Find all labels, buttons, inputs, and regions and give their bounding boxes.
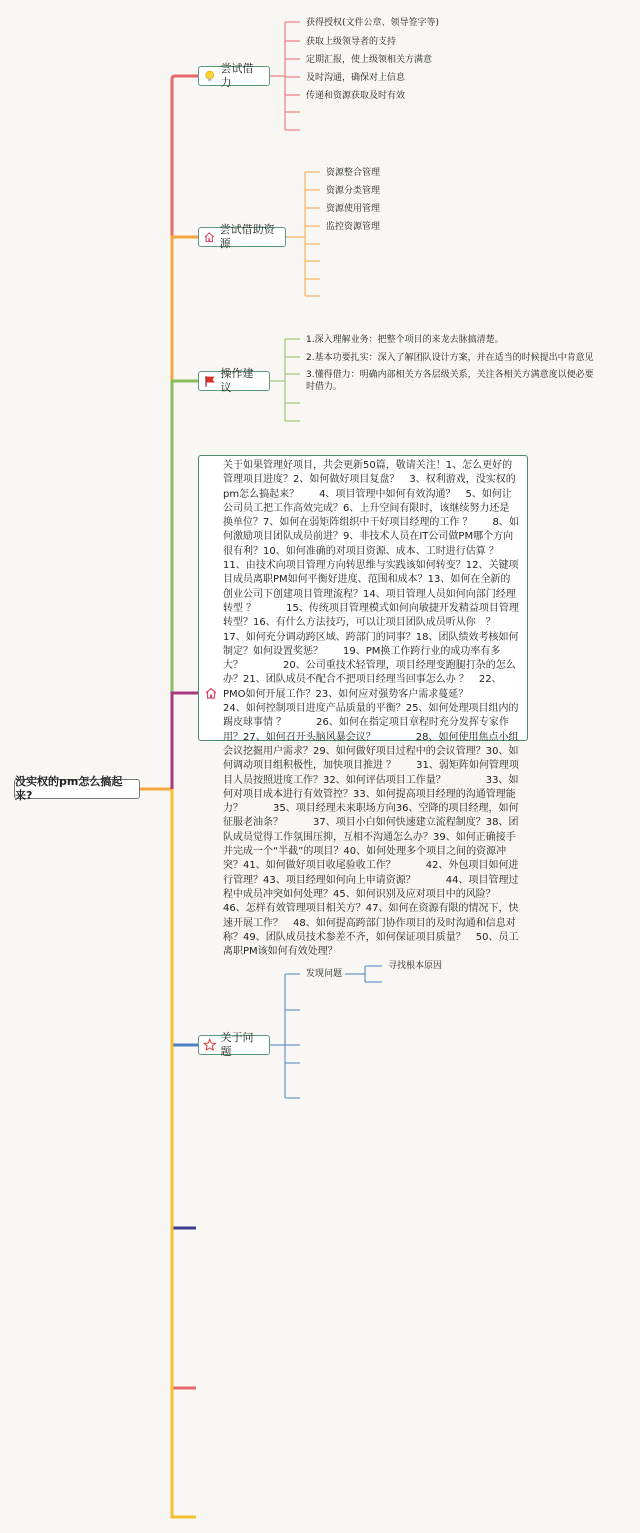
leaf-item: 资源使用管理 bbox=[326, 204, 381, 214]
note-text: 关于如果管理好项目，共会更新50篇，敬请关注！1、怎么更好的管理项目进度？2、如何做好项目复盘？ 3、权利游戏，没实权的pm怎么搞起来？ 4、项目管理中如何有效沟通？ 5、如何让公司员工把工作高效完成？6、上升空间有限时，该继续努力还是换单位？7、如何在弱矩阵组织中干好项目经理的工作 ？ 8、如何激励项目团队成员前进？9、非技术人员在IT公司做PM哪个方向很有利？10、如何准确的对项目资源、成本、工时进行估算 ？ 11、由技术向项目管理方向转思维与实践该如何转变？12、关键项目成员离职PM如何平衡好进度、范围和成本？13、如何在全新的创业公司下创建项目管理流程？14、项目管理人员如何向部门经理转型 ？ 15、传统项目管理模式如何向敏捷开发精益项目管理转型？16、有什么方法技巧，可以让项目团队成员听从你 ？ 17、如何充分调动跨区域、跨部门的同事？18、团队绩效考核如何制定？如何设置奖惩？ 19、PM换工作跨行业的成功率有多大？ 20、公司重技术轻管理，项目经理变跑腿打杂的怎么办？21、团队成员不配合不把项目经理当回事怎么办 ？ 22、PMO如何开展工作？23、如何应对强势客户需求蔓延？ 24、如何控制项目进度产品质量的平衡？25、如何处理项目组内的踢皮球事情 ？ 26、如何在指定项目章程时充分发挥专家作用？27、如何召开头脑风暴会议？ 28、如何使用焦点小组会议挖掘用户需求？29、如何做好项目过程中的会议管理？30、如何调动项目组积极性，加快项目推进 ？ 31、弱矩阵如何管理项目人员按照进度工作？32、如何评估项目工作量？ 33、如何对项目成本进行有效管控？33、如何提高项目经理的沟通管理能力？ 35、项目经理未来职场方向36、空降的项目经理，如何征服老油条？ 37、项目小白如何快速建立流程制度？38、团队成员觉得工作氛围压抑，互相不沟通怎么办？39、如何正确接手并完成一个“半截”的项目？40、如何处理多个项目之间的资源冲突？41、如何做好项目收尾验收工作？ 42、外包项目如何进行管理？43、项目经理如何向上申请资源？ 44、项目管理过程中成员冲突如何处理？45、如何识别及应对项目中的风险？ 46、怎样有效管理项目相关方？47、如何在资源有限的情况下，快速开展工作？ 48、如何提高跨部门协作项目的及时沟通和信息对称？49、团队成员技术参差不齐，如何保证项目质量？ 50、员工离职PM该如何有效处理？ bbox=[223, 460, 526, 958]
branch-borrow-resources[interactable] bbox=[198, 223, 286, 250]
branch-label: 尝试借力 bbox=[220, 62, 254, 89]
house-icon bbox=[204, 686, 218, 700]
root-node[interactable] bbox=[14, 775, 140, 802]
house-icon bbox=[203, 230, 216, 244]
leaf-item: 定期汇报，使上级领相关方满意 bbox=[306, 55, 433, 65]
leaf-item: 1.深入理解业务：把整个项目的来龙去脉搞清楚。 bbox=[306, 335, 504, 345]
leaf-item: 发现问题 bbox=[306, 969, 343, 979]
flag-icon bbox=[203, 374, 217, 388]
article-list-note[interactable] bbox=[198, 455, 528, 958]
star-icon bbox=[203, 1038, 217, 1052]
leaf-item: 3.懂得借力：明确内部相关方各层级关系，关注各相关方满意度以便必要时借力。 bbox=[306, 370, 594, 392]
leaf-item: 及时沟通，确保对上信息 bbox=[306, 73, 406, 83]
leaf-item: 监控资源管理 bbox=[326, 222, 381, 232]
leaf-item: 寻找根本原因 bbox=[388, 961, 443, 971]
leaf-item: 获取上级领导者的支持 bbox=[306, 37, 397, 47]
branch-label: 尝试借助资源 bbox=[219, 223, 275, 250]
branch-label: 关于问题 bbox=[220, 1031, 254, 1058]
leaf-item: 资源分类管理 bbox=[326, 186, 381, 196]
branch-about-problems[interactable] bbox=[198, 1031, 270, 1058]
leaf-item: 传递和资源获取及时有效 bbox=[306, 91, 406, 101]
branch-label: 操作建议 bbox=[220, 367, 254, 394]
leaf-item: 资源整合管理 bbox=[326, 168, 381, 178]
lightbulb-icon bbox=[203, 69, 217, 83]
branch-borrow-power[interactable] bbox=[198, 62, 270, 89]
root-label: 没实权的pm怎么搞起来? bbox=[15, 775, 123, 802]
branch-operation-advice[interactable] bbox=[198, 367, 270, 394]
leaf-item: 2.基本功要扎实：深入了解团队设计方案，并在适当的时候提出中肯意见 bbox=[306, 353, 594, 363]
leaf-item: 获得授权(文件公章、领导签字等) bbox=[306, 18, 440, 28]
